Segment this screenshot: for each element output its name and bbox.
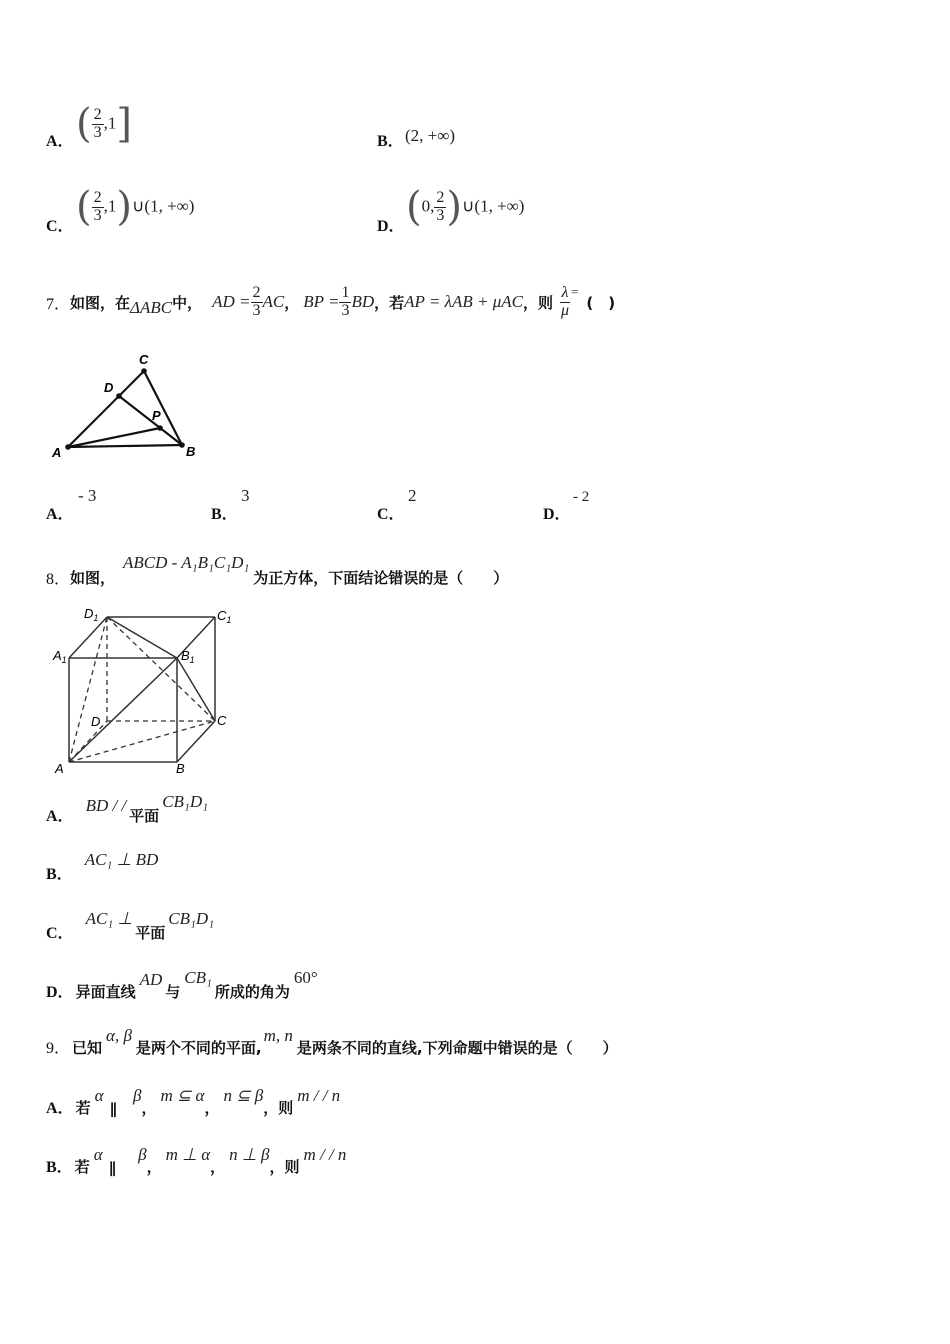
q8-label-c: C <box>217 713 227 728</box>
q6-d-denominator: 3 <box>436 206 445 224</box>
q6-option-b-expr: (2, +∞) <box>405 126 456 145</box>
q6-option-c-expr: ( $\frac{2}{3}$ ,1)∪(1, +∞) <box>76 184 195 230</box>
q8-cube-name: ABCD - A₁B₁C₁D₁ <box>123 553 250 572</box>
q8-option-a-math2: CB₁D₁ <box>162 792 209 811</box>
q6-option-d-label: D． <box>377 218 405 235</box>
q7-ad-fraction <box>251 285 263 320</box>
q8-option-d-label: D． <box>46 984 74 1001</box>
q7-option-d-label: D． <box>543 506 571 523</box>
q8-option-c-label: C． <box>46 925 74 942</box>
q9-option-a-sep2: ， <box>204 1099 220 1117</box>
q8-option-d-math1: AD <box>139 970 163 989</box>
q7-option-a-label: A． <box>46 506 74 523</box>
q7-text1: 如图，在 <box>70 293 131 312</box>
q7-segment-bd <box>119 396 182 445</box>
q9-text3: 是两条不同的直线,下列命题中错误的是（ ） <box>296 1039 618 1057</box>
q8-label-d1-main: D <box>84 606 94 621</box>
q8-label-c1 <box>217 608 231 625</box>
q8-label-b: B <box>176 761 185 776</box>
q7-number: 7． <box>46 295 71 313</box>
q8-label-a1-main: A <box>53 648 62 663</box>
q7-bp-lhs: BP = <box>303 292 340 311</box>
q6-d-numerator: 2 <box>436 188 445 206</box>
q7-ratio-den: μ <box>560 301 569 319</box>
q8-option-d-text1: 异面直线 <box>75 983 136 1001</box>
q9-option-a-then: ，则 <box>263 1099 294 1117</box>
q8-option-b-label: B． <box>46 866 73 883</box>
q7-ad-den: 3 <box>252 301 261 319</box>
q9-option-b-sep2: ， <box>210 1158 226 1176</box>
q8-option-b-math: AC₁ ⊥ BD <box>84 850 159 869</box>
q8-label-a1-sub: 1 <box>61 655 67 665</box>
q9-option-a-alpha: α <box>94 1086 104 1105</box>
q7-ratio-num: λ <box>561 283 569 301</box>
q8-text1: 如图， <box>70 568 116 587</box>
q9-option-b-parallel: ∥ <box>108 1159 117 1177</box>
q9-option-b-label: B． <box>46 1159 73 1176</box>
q7-point-p <box>157 425 163 431</box>
q8-option-c <box>46 907 214 943</box>
q9-stem <box>46 1022 618 1058</box>
q8-stem <box>46 545 509 588</box>
q9-greek: α, β <box>106 1026 132 1045</box>
q6-option-a-expr: ( $\frac{2}{3}$ ,1] <box>76 101 132 147</box>
q8-option-c-math1: AC₁ ⊥ <box>85 909 133 928</box>
q9-option-a-label: A． <box>46 1100 74 1117</box>
q7-ad-lhs: AD = <box>212 292 251 311</box>
q9-option-a-m: m ⊆ α <box>160 1086 205 1105</box>
q8-cube-figure <box>46 600 246 780</box>
q9-option-a-result: m / / n <box>297 1086 341 1105</box>
q8-option-a <box>46 790 208 826</box>
q7-point-b <box>179 442 185 448</box>
q8-edge-bc <box>177 721 215 762</box>
q7-label-c: C <box>139 352 149 367</box>
q6-a-tail: ,1 <box>103 113 117 133</box>
q8-diag-ad1 <box>69 617 107 762</box>
q6-a-denominator: 3 <box>93 123 102 141</box>
q7-label-b: B <box>186 444 196 459</box>
q6-a-numerator: 2 <box>93 105 102 123</box>
q7-bp-rhs: BD <box>351 292 375 311</box>
q8-label-d1 <box>84 606 98 623</box>
q7-stem <box>46 272 615 332</box>
q7-option-a-value: - 3 <box>78 486 97 505</box>
q7-option-b-value: 3 <box>241 486 250 505</box>
q7-text4: ，则 <box>522 293 553 312</box>
q8-diag-d1c <box>107 617 215 721</box>
q7-ap-expr: AP = λAB + μAC <box>404 292 523 311</box>
q9-text1: 已知 <box>72 1039 103 1057</box>
q9-option-a-sep1: ， <box>141 1099 157 1117</box>
q7-edge-cb <box>144 371 182 445</box>
q6-d-union: ∪(1, +∞) <box>461 196 525 216</box>
q8-label-b1 <box>181 648 195 665</box>
q8-label-a1 <box>52 648 67 665</box>
q9-option-b-m: m ⊥ α <box>165 1145 211 1164</box>
q8-diag-b1c <box>177 658 215 721</box>
q8-text2: 为正方体，下面结论错误的是（ ） <box>253 568 509 587</box>
q6-option-c-label: C． <box>46 218 74 235</box>
q7-option-b-label: B． <box>211 506 238 523</box>
q8-option-c-text: 平面 <box>135 924 166 942</box>
q7-point-c <box>141 368 147 374</box>
q9-option-b-n: n ⊥ β <box>229 1145 270 1164</box>
q7-bp-fraction <box>339 285 351 320</box>
q6-option-b-label: B． <box>377 133 404 150</box>
q6-c-union: ∪(1, +∞) <box>131 196 195 216</box>
q8-option-a-math1: BD / / <box>85 796 127 815</box>
q8-option-a-text: 平面 <box>129 807 160 825</box>
q7-ad-rhs: AC <box>262 292 285 311</box>
q9-option-b-beta: β <box>138 1145 147 1164</box>
q8-option-c-math2: CB₁D₁ <box>168 909 215 928</box>
q7-segment-ap <box>68 428 160 447</box>
q7-point-a <box>65 444 71 450</box>
q6-option-d-expr: (0, $\frac{2}{3}$ )∪(1, +∞) <box>406 184 525 230</box>
q9-option-b-result: m / / n <box>303 1145 347 1164</box>
q8-label-c1-main: C <box>217 608 227 623</box>
q9-option-a-if: 若 <box>75 1099 91 1117</box>
q7-point-d <box>116 393 122 399</box>
q8-number: 8． <box>46 570 71 588</box>
q7-option-c-value: 2 <box>408 486 417 505</box>
q9-option-a-parallel: ∥ <box>109 1100 118 1118</box>
q9-option-a <box>46 1082 340 1118</box>
q7-text2: 中， <box>172 293 203 312</box>
q6-c-denominator: 3 <box>93 206 102 224</box>
q9-lines: m, n <box>263 1026 293 1045</box>
q9-option-a-beta: β <box>133 1086 142 1105</box>
q8-label-a: A <box>55 761 64 776</box>
q9-option-a-n: n ⊆ β <box>223 1086 264 1105</box>
q7-triangle-figure <box>40 345 210 465</box>
q8-option-b <box>46 848 158 884</box>
q8-label-d: D <box>91 714 101 729</box>
q8-label-c1-sub: 1 <box>226 615 232 625</box>
q8-option-d-math3: 60° <box>293 968 318 987</box>
q6-c-numerator: 2 <box>93 188 102 206</box>
q7-edge-ab <box>68 445 182 447</box>
q7-option-d-value: - 2 <box>573 489 590 505</box>
q9-option-b <box>46 1141 346 1177</box>
q9-number: 9． <box>46 1040 71 1057</box>
q7-comma1: ， <box>284 293 300 312</box>
q8-label-b1-main: B <box>181 648 190 663</box>
q9-option-b-sep1: ， <box>146 1158 162 1176</box>
q7-option-c-label: C． <box>377 506 405 523</box>
q9-text2: 是两个不同的平面, <box>135 1039 262 1057</box>
q7-label-a: A <box>52 445 62 460</box>
q7-triangle: ΔABC <box>130 298 173 317</box>
q7-text3: ，若 <box>374 293 405 312</box>
q8-label-b1-sub: 1 <box>189 655 195 665</box>
q6-c-tail: ,1 <box>103 196 117 216</box>
q7-bp-num: 1 <box>341 283 350 301</box>
q8-label-d1-sub: 1 <box>93 613 99 623</box>
q9-option-b-alpha: α <box>93 1145 103 1164</box>
q7-label-p: P <box>152 408 161 423</box>
q7-ratio <box>559 285 571 320</box>
q7-answer-paren: ( ) <box>586 293 616 312</box>
q9-option-b-then: ，则 <box>269 1158 300 1176</box>
q8-diag-d1b1 <box>107 617 177 658</box>
q7-ratio-eq: = <box>571 284 579 299</box>
q6-d-head: 0, <box>421 196 435 216</box>
q8-option-d-math2: CB₁ <box>184 968 212 987</box>
q8-option-d-text3: 所成的角为 <box>214 983 290 1001</box>
q8-option-a-label: A． <box>46 808 74 825</box>
q7-bp-den: 3 <box>341 301 350 319</box>
q8-option-d <box>46 966 318 1002</box>
q6-option-a-label: A． <box>46 133 74 150</box>
q9-option-b-if: 若 <box>74 1158 90 1176</box>
q7-ad-num: 2 <box>252 283 261 301</box>
q8-option-d-text2: 与 <box>165 983 181 1001</box>
q7-label-d: D <box>104 380 114 395</box>
